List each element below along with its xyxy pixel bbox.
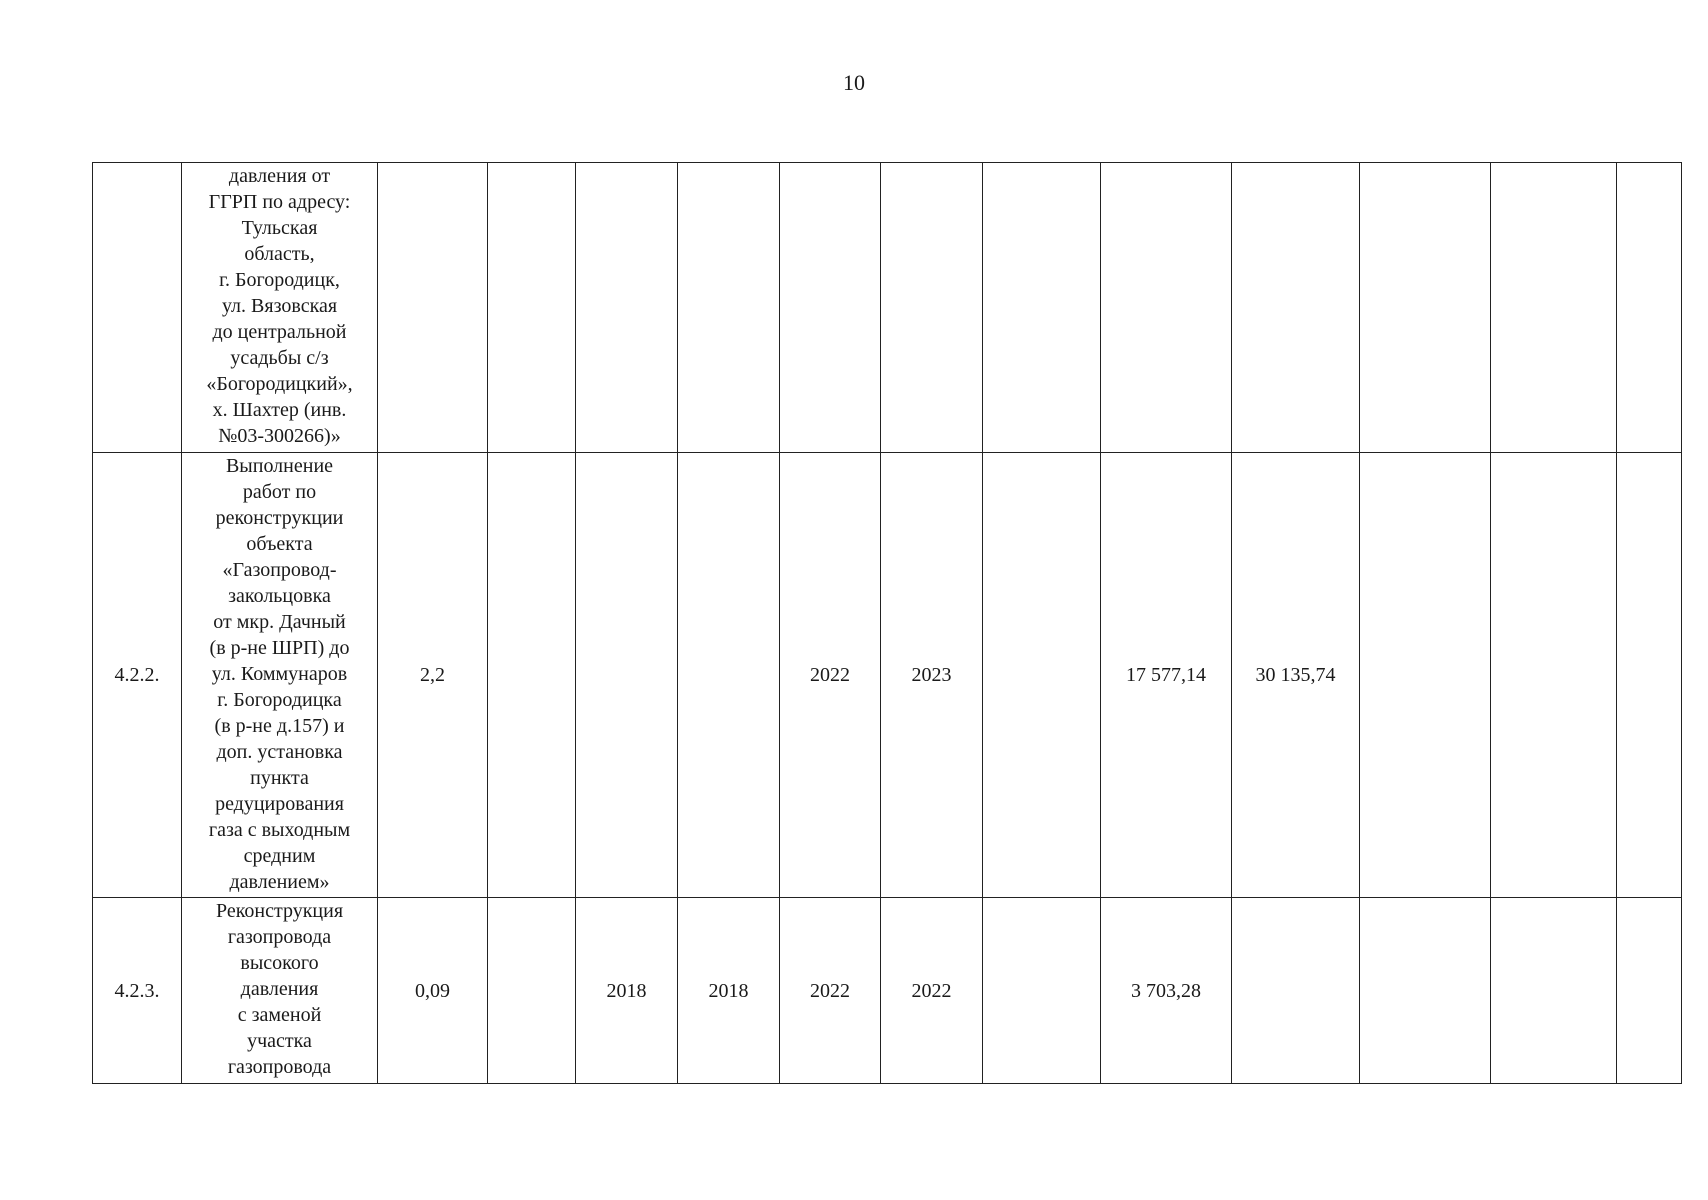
value-cell: 2018 (576, 898, 678, 1084)
value-cell (1232, 898, 1360, 1084)
value-cell: 0,09 (378, 898, 488, 1084)
description-line: область, (244, 243, 315, 265)
description-line: давлением» (229, 871, 330, 893)
description-line: реконструкции (215, 507, 344, 529)
value-cell (1491, 453, 1617, 898)
description-line: работ по (242, 481, 317, 503)
value-cell (1617, 453, 1682, 898)
value-cell: 2022 (881, 898, 983, 1084)
value-cell (1360, 163, 1491, 453)
value-cell: 2,2 (378, 453, 488, 898)
value-cell (1491, 898, 1617, 1084)
description-line: газопровода (227, 926, 332, 948)
description-line: Реконструкция (215, 900, 344, 922)
description-cell (182, 453, 378, 898)
value-cell (1491, 163, 1617, 453)
description-line: закольцовка (228, 585, 331, 607)
description-line: усадьбы с/з (230, 347, 329, 369)
value-cell: 30 135,74 (1232, 453, 1360, 898)
value-cell (1617, 163, 1682, 453)
description-line: до центральной (212, 321, 347, 343)
description-line: (в р-не д.157) и (214, 715, 345, 737)
row-number-cell: 4.2.2. (93, 453, 182, 898)
description-line: средним (243, 845, 316, 867)
description-line: газопровода (227, 1056, 332, 1078)
value-cell (576, 453, 678, 898)
value-cell: 2023 (881, 453, 983, 898)
value-cell: 2018 (678, 898, 780, 1084)
description-line: объекта (246, 533, 313, 555)
description-line: ул. Коммунаров (211, 663, 348, 685)
description-cell (182, 163, 378, 453)
value-cell: 2022 (780, 453, 881, 898)
description-cell (182, 898, 378, 1084)
description-line: Тульская (241, 217, 318, 239)
value-cell (1101, 163, 1232, 453)
row-number-cell: 4.2.3. (93, 898, 182, 1084)
description-line: №03-300266)» (218, 425, 341, 447)
description-line: ГГРП по адресу: (208, 191, 351, 213)
description-line: от мкр. Дачный (213, 611, 346, 633)
description-line: давления от (228, 165, 331, 187)
table-row (93, 163, 1682, 453)
description-line: доп. установка (216, 741, 343, 763)
table-row (93, 453, 1682, 898)
value-cell (983, 453, 1101, 898)
value-cell (1360, 453, 1491, 898)
row-number-cell (93, 163, 182, 453)
value-cell (488, 453, 576, 898)
value-cell (1232, 163, 1360, 453)
description-line: газа с выходным (208, 819, 351, 841)
description-line: «Газопровод- (222, 559, 337, 581)
description-line: ул. Вязовская (221, 295, 338, 317)
value-cell: 3 703,28 (1101, 898, 1232, 1084)
description-line: «Богородицкий», (206, 373, 353, 395)
value-cell (378, 163, 488, 453)
value-cell (488, 163, 576, 453)
data-table (92, 162, 1682, 1084)
description-line: с заменой (237, 1004, 322, 1026)
value-cell (1360, 898, 1491, 1084)
value-cell: 2022 (780, 898, 881, 1084)
value-cell (678, 163, 780, 453)
value-cell: 17 577,14 (1101, 453, 1232, 898)
value-cell (780, 163, 881, 453)
value-cell (488, 898, 576, 1084)
description-line: давления (240, 978, 319, 1000)
description-line: Выполнение (225, 455, 334, 477)
description-line: г. Богородицк, (219, 269, 340, 291)
value-cell (678, 453, 780, 898)
value-cell (881, 163, 983, 453)
description-line: редуцирования (215, 793, 344, 815)
description-line: пункта (250, 767, 309, 789)
value-cell (983, 898, 1101, 1084)
description-line: участка (247, 1030, 312, 1052)
description-line: (в р-не ШРП) до (209, 637, 350, 659)
description-line: г. Богородицка (217, 689, 342, 711)
page-number: 10 (843, 70, 865, 95)
value-cell (1617, 898, 1682, 1084)
description-line: х. Шахтер (инв. (212, 399, 347, 421)
table-row (93, 898, 1682, 1084)
description-line: высокого (240, 952, 319, 974)
value-cell (983, 163, 1101, 453)
value-cell (576, 163, 678, 453)
